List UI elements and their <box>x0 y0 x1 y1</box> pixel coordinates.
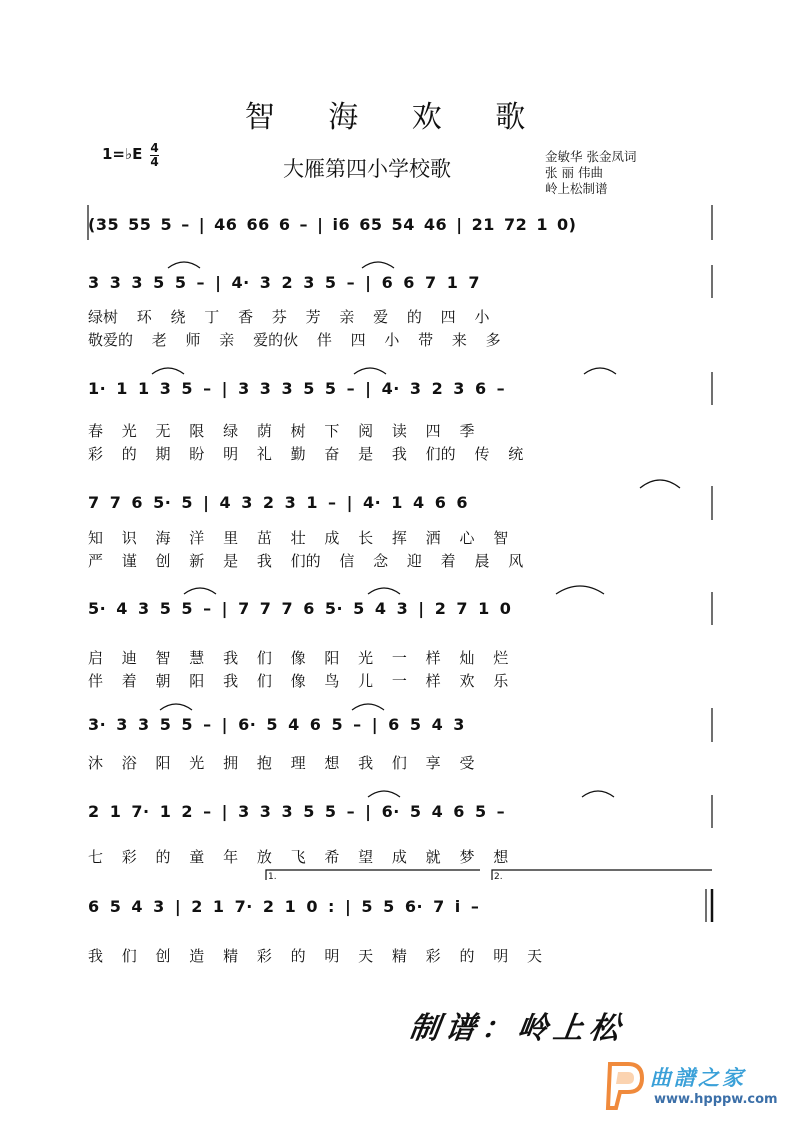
score-line-4-lyric-1: 启 迪 智 慧 我 们 像 阳 光 一 样 灿 烂 <box>88 649 509 667</box>
site-logo <box>602 1058 782 1114</box>
engraver-signature: 制谱：岭上松 <box>407 1011 628 1046</box>
score-line-4-lyric-2: 伴 着 朝 阳 我 们 像 鸟 儿 一 样 欢 乐 <box>88 672 509 690</box>
score-line-2-notes: 1· 1 1 3 5 – | 3 3 3 5 5 – | 4· 3 2 3 6 – <box>88 379 506 398</box>
score-line-2-lyric-1: 春 光 无 限 绿 荫 树 下 阅 读 四 季 <box>88 422 475 440</box>
time-bottom: 4 <box>150 155 159 169</box>
score-line-3-lyric-1: 知 识 海 洋 里 茁 壮 成 长 挥 洒 心 智 <box>88 529 509 547</box>
time-top: 4 <box>150 141 159 155</box>
score-intro: (35 55 5 – | 46 66 6 – | i6 65 54 46 | 21 72 1 0) <box>88 215 577 234</box>
song-title: 智 海 欢 歌 <box>244 100 548 135</box>
score-line-4-notes: 5· 4 3 5 5 – | 7 7 7 6 5· 5 4 3 | 2 7 1 0 <box>88 599 512 618</box>
key-signature: 1=♭E <box>102 145 143 163</box>
score-line-7-notes: 6 5 4 3 | 2 1 7· 2 1 0 : | 5 5 6· 7 i – <box>88 897 480 916</box>
score-line-3-lyric-2: 严 谨 创 新 是 我 们的 信 念 迎 着 晨 风 <box>88 552 524 570</box>
score-line-3-notes: 7 7 6 5· 5 | 4 3 2 3 1 – | 4· 1 4 6 6 <box>88 493 469 512</box>
song-subtitle: 大雁第四小学校歌 <box>283 157 451 181</box>
credit-engraver: 岭上松制谱 <box>545 181 608 196</box>
credit-lyricist: 金敏华 张金凤词 <box>545 149 637 164</box>
logo-url[interactable]: www.hpppw.com <box>654 1092 778 1107</box>
credit-composer: 张 丽 伟曲 <box>545 165 603 180</box>
logo-text: 曲譜之家 <box>650 1066 746 1090</box>
score-line-2-lyric-2: 彩 的 期 盼 明 礼 勤 奋 是 我 们的 传 统 <box>88 445 524 463</box>
score-line-1-lyric-2: 敬爱的 老 师 亲 爱的伙 伴 四 小 带 来 多 <box>88 331 501 349</box>
score-line-1-notes: 3 3 3 5 5 – | 4· 3 2 3 5 – | 6 6 7 1 7 <box>88 273 481 292</box>
logo-mark-icon <box>602 1058 646 1112</box>
score-line-1-lyric-1: 绿树 环 绕 丁 香 芬 芳 亲 爱 的 四 小 <box>88 308 490 326</box>
volta-1-label: 1. <box>268 872 277 882</box>
score-line-5-lyric-1: 沐 浴 阳 光 拥 抱 理 想 我 们 享 受 <box>88 754 475 772</box>
volta-2-label: 2. <box>494 872 503 882</box>
score-line-6-notes: 2 1 7· 1 2 – | 3 3 3 5 5 – | 6· 5 4 6 5 – <box>88 802 506 821</box>
score-line-6-lyric-1: 七 彩 的 童 年 放 飞 希 望 成 就 梦 想 <box>88 848 509 866</box>
score-line-5-notes: 3· 3 3 5 5 – | 6· 5 4 6 5 – | 6 5 4 3 <box>88 715 465 734</box>
score-line-7-lyric-1: 我 们 创 造 精 彩 的 明 天 精 彩 的 明 天 <box>88 947 542 965</box>
